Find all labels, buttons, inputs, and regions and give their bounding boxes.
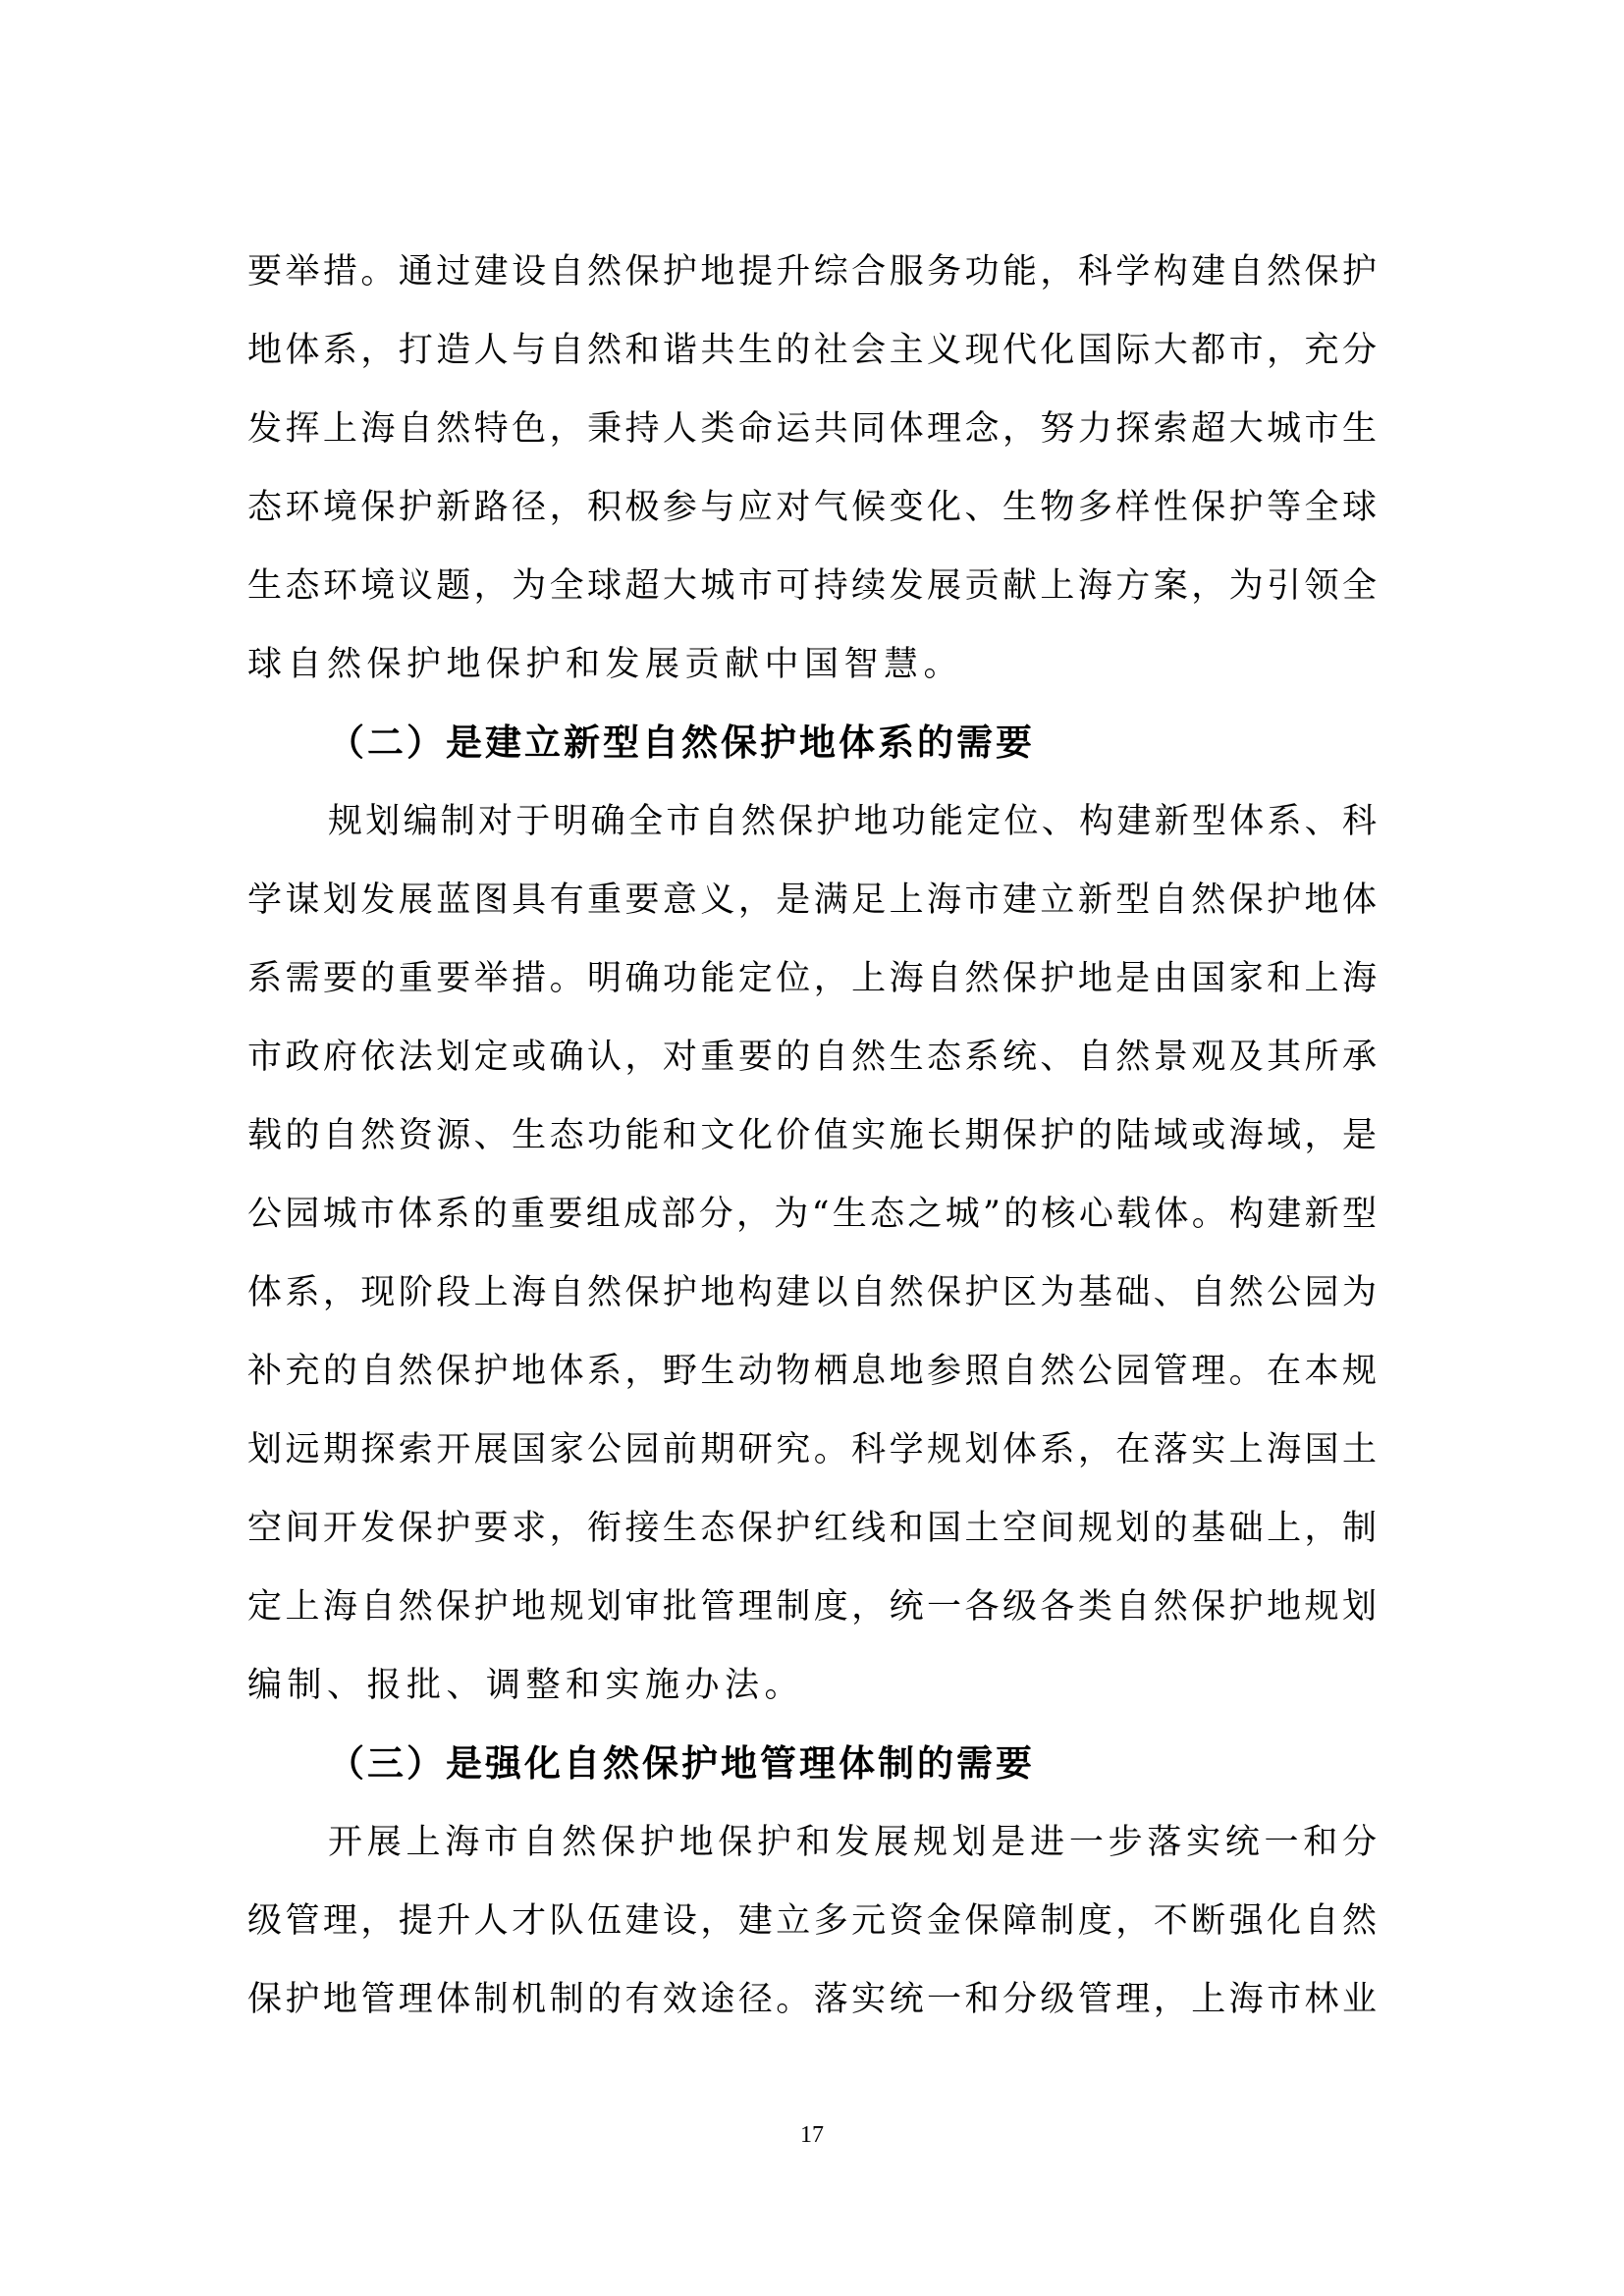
text-line: 系需要的重要举措。明确功能定位，上海自然保护地是由国家和上海: [247, 959, 1377, 998]
text-line: 开展上海市自然保护地保护和发展规划是进一步落实统一和分: [328, 1823, 1377, 1862]
paragraph-continuation: [247, 245, 1377, 717]
text-line: 地体系，打造人与自然和谐共生的社会主义现代化国际大都市，充分: [247, 331, 1377, 370]
paragraph-management-system: [247, 1816, 1377, 2052]
document-page-body: [247, 245, 1377, 2052]
page-number: 17: [800, 2122, 824, 2148]
section-heading-3: （三）是强化自然保护地管理体制的需要: [328, 1742, 1035, 1785]
section-heading-2: （二）是建立新型自然保护地体系的需要: [328, 721, 1035, 764]
text-line: 生态环境议题，为全球超大城市可持续发展贡献上海方案，为引领全: [247, 566, 1377, 606]
text-line: 学谋划发展蓝图具有重要意义，是满足上海市建立新型自然保护地体: [247, 881, 1377, 920]
text-line: 球自然保护地保护和发展贡献中国智慧。: [247, 645, 964, 684]
text-line: 补充的自然保护地体系，野生动物栖息地参照自然公园管理。在本规: [247, 1352, 1377, 1391]
text-line: 载的自然资源、生态功能和文化价值实施长期保护的陆域或海域，是: [247, 1116, 1377, 1155]
text-line: 空间开发保护要求，衔接生态保护红线和国土空间规划的基础上，制: [247, 1509, 1377, 1548]
text-line: 态环境保护新路径，积极参与应对气候变化、生物多样性保护等全球: [247, 488, 1377, 527]
text-line: 编制、报批、调整和实施办法。: [247, 1666, 805, 1705]
text-line: 保护地管理体制机制的有效途径。落实统一和分级管理，上海市林业: [247, 1980, 1377, 2019]
paragraph-new-system: [247, 795, 1377, 1737]
text-line: 发挥上海自然特色，秉持人类命运共同体理念，努力探索超大城市生: [247, 409, 1377, 449]
text-line: 要举措。通过建设自然保护地提升综合服务功能，科学构建自然保护: [247, 252, 1377, 292]
text-line: 公园城市体系的重要组成部分，为“生态之城”的核心载体。构建新型: [247, 1195, 1377, 1234]
text-line: 定上海自然保护地规划审批管理制度，统一各级各类自然保护地规划: [247, 1587, 1377, 1627]
text-line: 级管理，提升人才队伍建设，建立多元资金保障制度，不断强化自然: [247, 1901, 1377, 1941]
text-line: 规划编制对于明确全市自然保护地功能定位、构建新型体系、科: [328, 802, 1377, 841]
text-line: 划远期探索开展国家公园前期研究。科学规划体系，在落实上海国土: [247, 1430, 1377, 1469]
text-line: 体系，现阶段上海自然保护地构建以自然保护区为基础、自然公园为: [247, 1273, 1377, 1312]
text-line: 市政府依法划定或确认，对重要的自然生态系统、自然景观及其所承: [247, 1038, 1377, 1077]
